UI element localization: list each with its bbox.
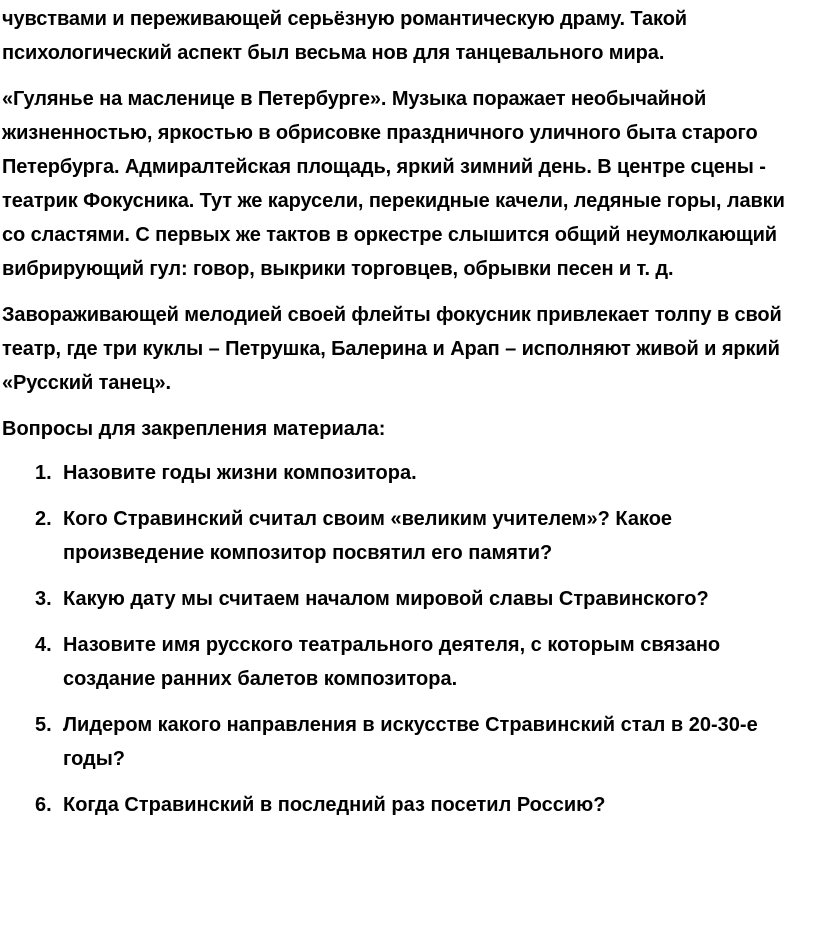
question-number: 2. <box>35 508 52 530</box>
question-text: Лидером какого направления в искусстве Стравинский стал в 20-30-е годы? <box>63 714 758 770</box>
paragraph-drama-continuation: чувствами и переживающей серьёзную романтическую драму. Такой психологический аспект был весьма нов для танцевального мира. <box>2 8 688 64</box>
question-text: Кого Стравинский считал своим «великим учителем»? Какое произведение композитор посвятил его памяти? <box>63 508 673 564</box>
question-item-2 <box>2 502 810 570</box>
question-number: 6. <box>35 794 52 816</box>
question-item-5 <box>2 708 810 776</box>
paragraph-magician-flute: Завораживающей мелодией своей флейты фокусник привлекает толпу в свой театр, где три куклы – Петрушка, Балерина и Арап – исполняют живой и яркий «Русский танец». <box>2 304 782 394</box>
question-item-3 <box>2 582 810 616</box>
question-number: 5. <box>35 714 52 736</box>
question-text: Когда Стравинский в последний раз посетил Россию? <box>63 794 606 816</box>
question-item-4 <box>2 628 810 696</box>
question-item-1 <box>2 456 810 490</box>
questions-heading: Вопросы для закрепления материала: <box>2 418 386 440</box>
question-number: 4. <box>35 634 52 656</box>
paragraph-maslenitsa: «Гулянье на масленице в Петербурге». Музыка поражает необычайной жизненностью, яркостью в обрисовке праздничного уличного быта старого Петербурга. Адмиралтейская площадь, яркий зимний день. В центре сцены - театрик Фокусника. Тут же карусели, перекидные качели, ледяные горы, лавки со сластями. С первых же тактов в оркестре слышится общий неумолкающий вибрирующий гул: говор, выкрики торговцев, обрывки песен и т. д. <box>2 88 785 280</box>
question-number: 3. <box>35 588 52 610</box>
question-text: Какую дату мы считаем началом мировой славы Стравинского? <box>63 588 709 610</box>
document-page <box>0 2 816 933</box>
question-text: Назовите годы жизни композитора. <box>63 462 417 484</box>
question-number: 1. <box>35 462 52 484</box>
question-item-6 <box>2 788 810 822</box>
questions-list <box>2 456 810 822</box>
question-text: Назовите имя русского театрального деятеля, с которым связано создание ранних балетов композитора. <box>63 634 721 690</box>
